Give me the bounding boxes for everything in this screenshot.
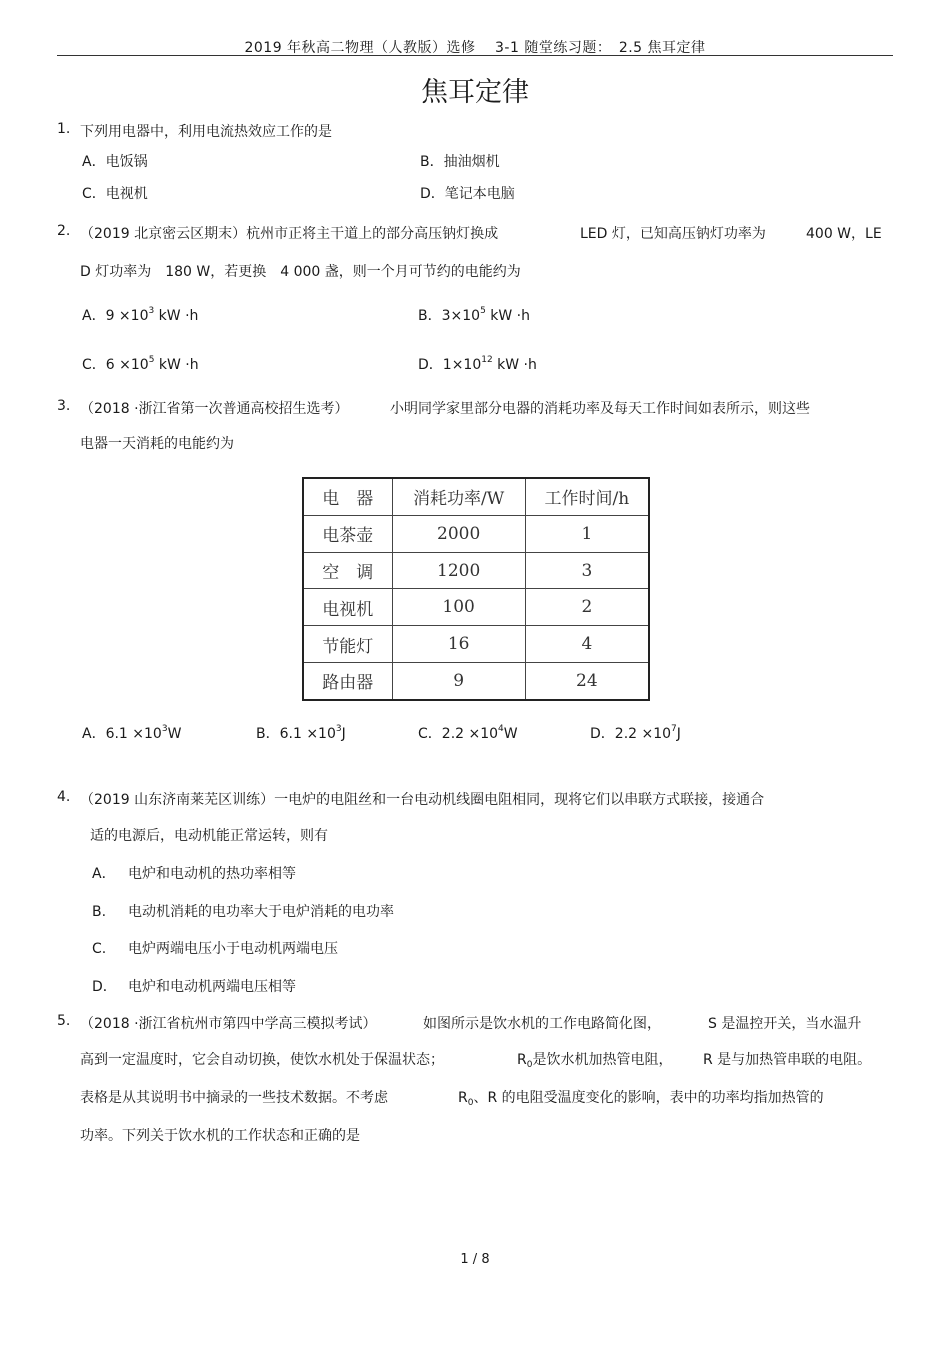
q1-number: 1. [57,121,71,137]
option-label: A． [82,308,106,324]
table-cell: 4 [525,626,649,663]
resistor-subscript: 0 [467,1098,474,1108]
table-row [303,662,649,700]
table-cell: 1200 [392,552,525,589]
option-label: D． [420,186,445,202]
q5-line2-c: R 是与加热管串联的电阻。 [703,1052,872,1068]
resistor-symbol: R [458,1090,468,1106]
option-exponent: 5 [480,306,486,316]
q2-option-b [418,305,530,325]
option-unit: kW ·h [485,308,530,324]
table-cell: 节能灯 [303,626,392,663]
option-unit: kW ·h [154,308,199,324]
q3-option-c [418,723,518,743]
table-cell: 9 [392,662,525,700]
option-label: D． [590,726,615,742]
option-label: A． [92,866,116,882]
option-text: 电动机消耗的电功率大于电炉消耗的电功率 [128,904,394,920]
table-cell: 2 [525,589,649,626]
option-exponent: 4 [498,724,504,734]
page-title: 焦耳定律 [421,77,529,108]
option-unit: kW ·h [492,357,537,373]
q3-option-a [82,723,181,743]
option-unit: W [167,726,182,742]
q3-line1-a: （2018 ·浙江省第一次普通高校招生选考） [80,401,349,417]
resistor-symbol: R [517,1052,527,1068]
resistor-subscript: 0 [526,1060,533,1070]
option-mantissa: 9 ×10 [105,308,149,324]
q1-option-d [420,183,515,203]
option-text: 抽油烟机 [443,154,500,170]
option-label: B． [256,726,280,742]
table-cell: 空 调 [303,552,392,589]
q2-line2: D 灯功率为 180 W，若更换 4 000 盏，则一个月可节约的电能约为 [80,264,521,280]
option-exponent: 12 [481,355,493,365]
q5-line3-b [458,1087,824,1107]
q5-line4: 功率。下列关于饮水机的工作状态和正确的是 [80,1128,360,1144]
option-label: C. [92,941,107,957]
q5-line1-b: 如图所示是饮水机的工作电路简化图， [423,1016,661,1032]
table-cell: 路由器 [303,662,392,700]
option-mantissa: 6.1 ×10 [105,726,162,742]
table-row [303,552,649,589]
table-header-cell: 电 器 [303,478,392,515]
q4-option-a [92,863,296,883]
q4-option-c [92,938,338,958]
option-mantissa: 3×10 [441,308,481,324]
q3-line2: 电器一天消耗的电能约为 [80,436,234,452]
q1-option-c [82,183,148,203]
q2-option-d [418,354,537,374]
table-cell: 24 [525,662,649,700]
option-label: A． [82,154,106,170]
option-exponent: 7 [671,724,677,734]
q1-option-a [82,151,148,171]
option-mantissa: 2.2 ×10 [614,726,672,742]
q4-number: 4. [57,789,71,805]
running-header: 2019 年秋高二物理（人教版）选修 3-1 随堂练习题： 2.5 焦耳定律 [244,40,706,56]
q5-line1-c: S 是温控开关，当水温升 [708,1016,862,1032]
q3-line1-b: 小明同学家里部分电器的消耗功率及每天工作时间如表所示，则这些 [390,401,810,417]
table-cell: 100 [392,589,525,626]
table-cell: 3 [525,552,649,589]
table-cell: 1 [525,515,649,552]
q4-option-d [92,976,296,996]
table-header-row [303,478,649,515]
q4-line2: 适的电源后，电动机能正常运转，则有 [90,828,328,844]
q5-line1-a: （2018 ·浙江省杭州市第四中学高三模拟考试） [80,1016,377,1032]
option-label: C． [82,357,106,373]
option-text: 电视机 [105,186,148,202]
q5-number: 5. [57,1013,71,1029]
option-label: C． [418,726,442,742]
q5-line2-a: 高到一定温度时，它会自动切换，使饮水机处于保温状态； [80,1052,444,1068]
option-text: 电炉和电动机的热功率相等 [128,866,296,882]
table-cell: 2000 [392,515,525,552]
appliance-table [302,477,650,701]
option-exponent: 5 [148,355,155,365]
page-number: 1 / 8 [460,1252,490,1267]
table-cell: 电视机 [303,589,392,626]
q2-option-a [82,305,198,325]
option-label: B． [420,154,444,170]
q2-line1-b: LED 灯，已知高压钠灯功率为 [580,226,766,242]
table-header-cell: 消耗功率/W [392,478,525,515]
option-text: 电炉和电动机两端电压相等 [128,979,296,995]
table-cell: 电茶壶 [303,515,392,552]
option-label: A． [82,726,106,742]
option-mantissa: 1×10 [442,357,482,373]
q2-line1-c: 400 W，LE [806,226,882,242]
option-label: B． [418,308,442,324]
table-header-cell: 工作时间/h [525,478,649,515]
option-label: D． [92,979,117,995]
table-cell: 16 [392,626,525,663]
q5-line2-b-text: 是饮水机加热管电阻， [532,1052,673,1068]
option-unit: J [676,726,681,742]
q2-option-c [82,354,199,374]
q5-line3-b-text: 、R 的电阻受温度变化的影响，表中的功率均指加热管的 [473,1090,824,1106]
option-label: C． [82,186,106,202]
table-row [303,515,649,552]
option-mantissa: 6 ×10 [105,357,149,373]
option-unit: W [503,726,518,742]
q3-number: 3. [57,398,71,414]
option-exponent: 3 [161,724,168,734]
option-label: B. [92,904,107,920]
q2-number: 2. [57,223,71,239]
option-mantissa: 2.2 ×10 [441,726,499,742]
header-rule [57,55,893,56]
q1-stem: 下列用电器中，利用电流热效应工作的是 [80,124,332,140]
q1-option-b [420,151,500,171]
q2-line1-a: （2019 北京密云区期末）杭州市正将主干道上的部分高压钠灯换成 [80,226,499,242]
table-row [303,626,649,663]
option-unit: J [341,726,346,742]
option-text: 电炉两端电压小于电动机两端电压 [128,941,338,957]
q4-option-b [92,901,394,921]
option-label: D． [418,357,443,373]
q5-line3-a: 表格是从其说明书中摘录的一些技术数据。不考虑 [80,1090,388,1106]
option-mantissa: 6.1 ×10 [279,726,336,742]
table-row [303,589,649,626]
option-text: 电饭锅 [105,154,148,170]
option-text: 笔记本电脑 [444,186,515,202]
option-exponent: 3 [335,724,342,734]
q4-line1: （2019 山东济南莱芜区训练）一电炉的电阻丝和一台电动机线圈电阻相同，现将它们以串联方式联接，接通合 [80,792,765,808]
option-unit: kW ·h [154,357,199,373]
q3-option-b [256,723,346,743]
q3-option-d [590,723,681,743]
q5-line2-b [517,1049,672,1069]
option-exponent: 3 [148,306,155,316]
